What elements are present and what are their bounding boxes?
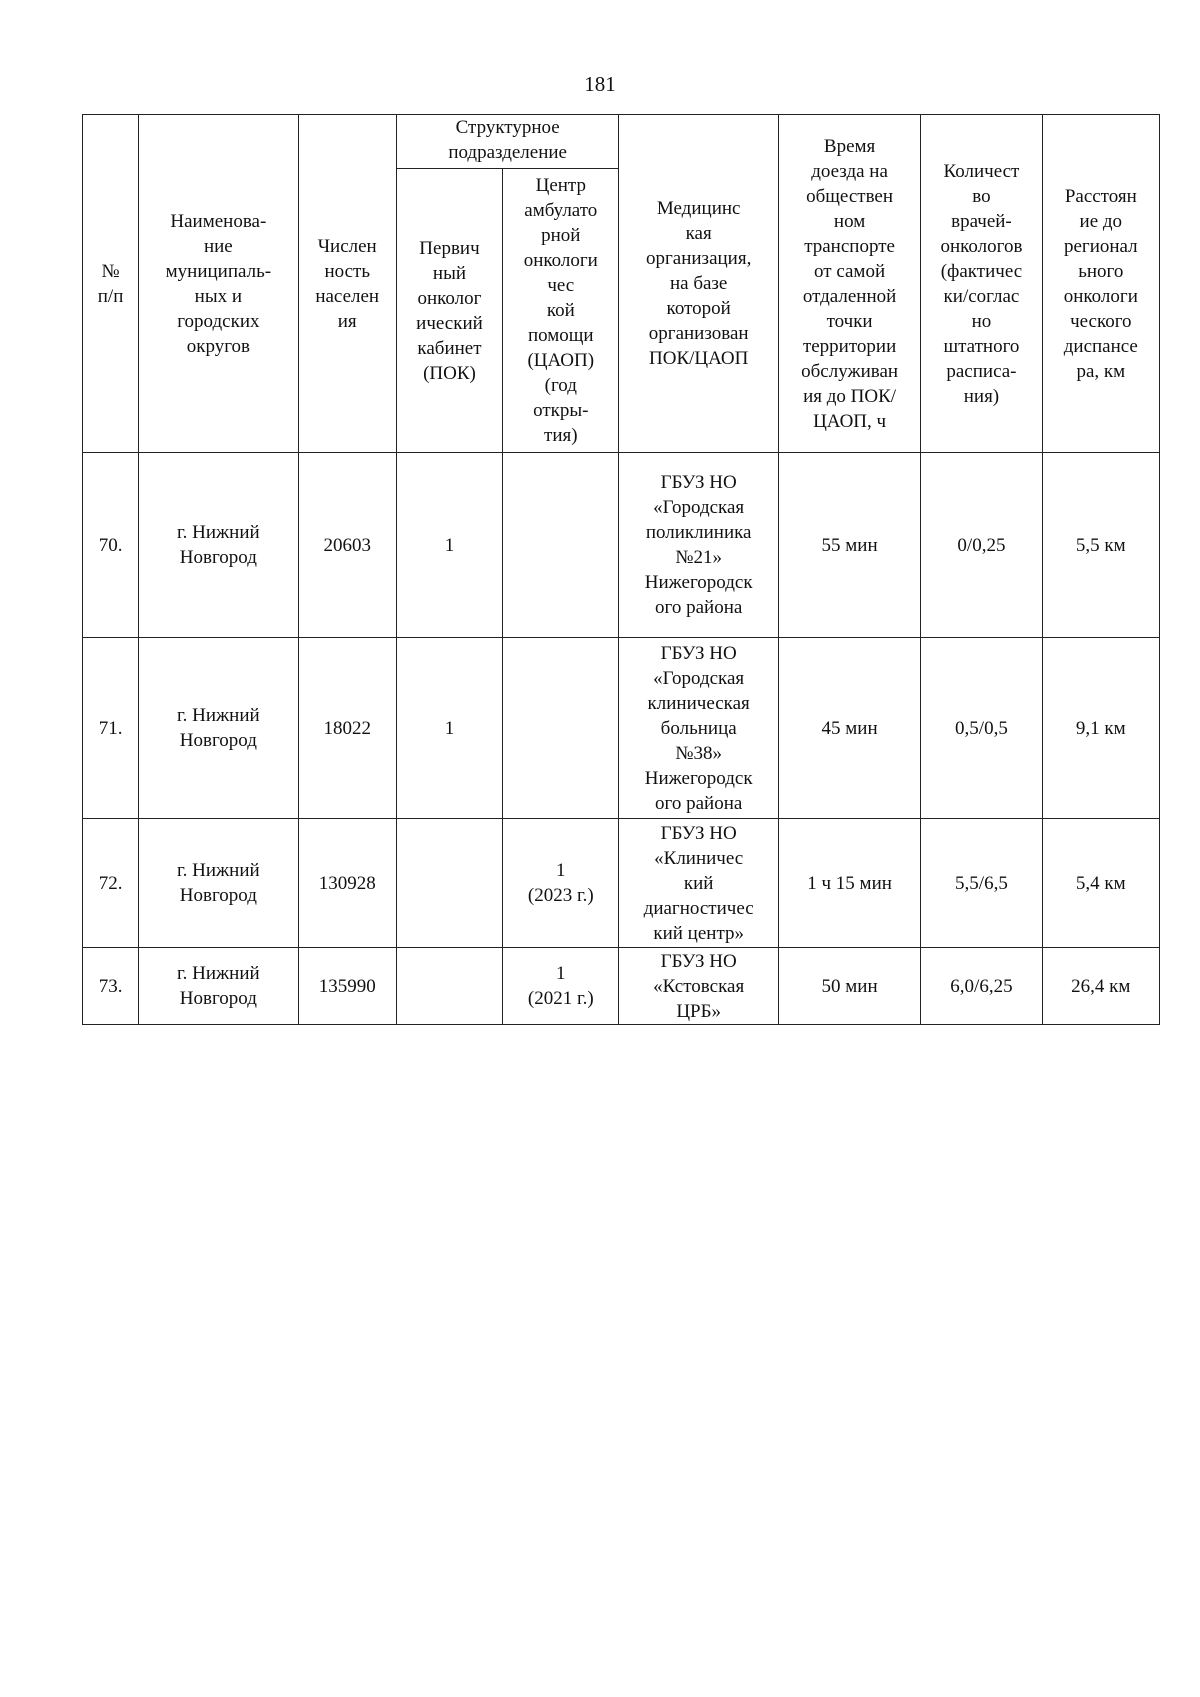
cell-pok: 1: [396, 453, 502, 638]
cell-num: 73.: [83, 948, 139, 1025]
cell-population: 18022: [298, 638, 396, 819]
page-number: 181: [584, 72, 616, 96]
cell-caop: 1 (2023 г.): [503, 819, 619, 948]
cell-distance: 5,5 км: [1042, 453, 1159, 638]
cell-municipality: г. Нижний Новгород: [139, 638, 298, 819]
cell-municipality: г. Нижний Новгород: [139, 453, 298, 638]
header-travel-time: Время доезда на обществен ном транспорте от самой отдаленной точки территории обслуживан ия до ПОК/ ЦАОП, ч: [778, 115, 920, 453]
cell-num: 70.: [83, 453, 139, 638]
table-header: [83, 115, 1160, 453]
cell-medical-organization: ГБУЗ НО «Клиничес кий диагностичес кий центр»: [619, 819, 778, 948]
cell-municipality: г. Нижний Новгород: [139, 948, 298, 1025]
cell-pok: [396, 819, 502, 948]
cell-travel-time: 45 мин: [778, 638, 920, 819]
cell-medical-organization: ГБУЗ НО «Городская клиническая больница №38» Нижегородск ого района: [619, 638, 778, 819]
cell-travel-time: 55 мин: [778, 453, 920, 638]
header-oncologists-count: Количест во врачей- онкологов (фактичес ки/соглас но штатного расписа- ния): [921, 115, 1042, 453]
cell-population: 20603: [298, 453, 396, 638]
cell-caop: [503, 453, 619, 638]
header-pok: Первич ный онколог ический кабинет (ПОК): [396, 169, 502, 453]
table-row: [83, 819, 1160, 948]
cell-pok: 1: [396, 638, 502, 819]
header-medical-organization: Медицинс кая организация, на базе которой организован ПОК/ЦАОП: [619, 115, 778, 453]
cell-caop: [503, 638, 619, 819]
table-row: [83, 453, 1160, 638]
cell-distance: 5,4 км: [1042, 819, 1159, 948]
cell-municipality: г. Нижний Новгород: [139, 819, 298, 948]
header-num: № п/п: [83, 115, 139, 453]
header-structural-unit: Структурное подразделение: [396, 115, 619, 169]
oncology-units-table: [82, 114, 1160, 1025]
cell-oncologists-count: 6,0/6,25: [921, 948, 1042, 1025]
table-body: [83, 453, 1160, 1025]
cell-pok: [396, 948, 502, 1025]
cell-population: 135990: [298, 948, 396, 1025]
cell-oncologists-count: 0,5/0,5: [921, 638, 1042, 819]
cell-population: 130928: [298, 819, 396, 948]
cell-num: 71.: [83, 638, 139, 819]
cell-distance: 26,4 км: [1042, 948, 1159, 1025]
header-municipality: Наименова- ние муниципаль- ных и городских округов: [139, 115, 298, 453]
cell-travel-time: 50 мин: [778, 948, 920, 1025]
header-distance: Расстоян ие до регионал ьного онкологи ческого диспансе ра, км: [1042, 115, 1159, 453]
table-row: [83, 948, 1160, 1025]
table-row: [83, 638, 1160, 819]
cell-caop: 1 (2021 г.): [503, 948, 619, 1025]
cell-distance: 9,1 км: [1042, 638, 1159, 819]
header-population: Числен ность населен ия: [298, 115, 396, 453]
cell-medical-organization: ГБУЗ НО «Кстовская ЦРБ»: [619, 948, 778, 1025]
cell-medical-organization: ГБУЗ НО «Городская поликлиника №21» Нижегородск ого района: [619, 453, 778, 638]
cell-num: 72.: [83, 819, 139, 948]
header-caop: Центр амбулато рной онкологи чес кой помощи (ЦАОП) (год откры- тия): [503, 169, 619, 453]
cell-oncologists-count: 0/0,25: [921, 453, 1042, 638]
cell-travel-time: 1 ч 15 мин: [778, 819, 920, 948]
cell-oncologists-count: 5,5/6,5: [921, 819, 1042, 948]
